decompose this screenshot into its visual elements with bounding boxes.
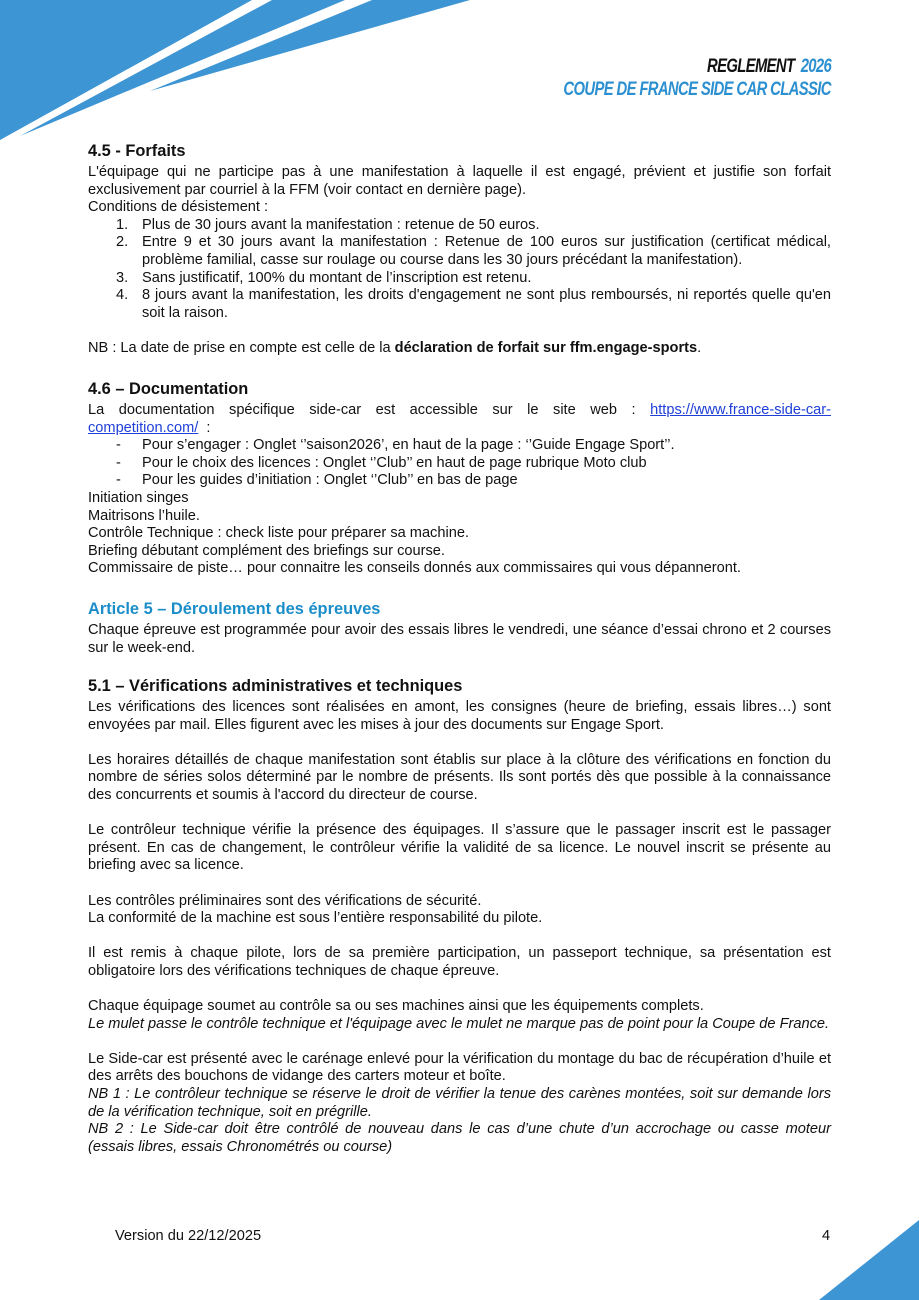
list-number: 1. [116,216,129,233]
nb-note [88,340,831,358]
italic-note [88,1016,831,1034]
article-heading: Article 5 – Déroulement des épreuves [88,600,381,618]
section-5-1 [88,676,831,1156]
section-heading: 5.1 – Vérifications administratives et techniques [88,677,463,695]
list-item [88,287,831,322]
forfait-intro-line-1: L'équipage qui ne participe pas à une manifestation à laquelle il est engagé, prévient et justifie son forfait [88,164,831,180]
section-heading: 4.5 - Forfaits [88,142,186,160]
list-text: Plus de 30 jours avant la manifestation : retenue de 50 euros. [142,216,540,233]
dash-bullet-icon: - [116,454,121,471]
text-line: Initiation singes [88,489,189,506]
text-line: Contrôle Technique : check liste pour préparer sa machine. [88,525,469,542]
nb-bold-text: déclaration de forfait sur ffm.engage-sports [394,339,698,356]
list-item [88,270,831,288]
article-text: Chaque épreuve est programmée pour avoir des essais libres le vendredi, une séance d’essai chrono et 2 courses sur le week-end. [88,622,831,656]
nb-text: NB : La date de prise en compte est celle de la [88,339,395,356]
text-line: Briefing débutant complément des briefings sur course. [88,542,445,559]
italic-text: NB 2 : Le Side-car doit être contrôlé de nouveau dans le cas d’une chute d’un accrochage ou casse moteur (essais libres, essais Chronométrés ou course) [88,1121,831,1155]
list-item [88,455,831,473]
list-item [88,234,831,269]
paragraph-line: Chaque équipage soumet au contrôle sa ou ses machines ainsi que les équipements complets. [88,998,704,1015]
intro-suffix: : [198,419,211,436]
paragraph: Les horaires détaillés de chaque manifestation sont établis sur place à la clôture des vérifications en fonction du nombre de séries solos déterminé par le nombre de présents. Ils sont portés dès que possible à la connaissance des concurrents et soumis à l'accord du directeur de course. [88,751,831,803]
section-4-6 [88,379,831,578]
list-text: 8 jours avant la manifestation, les droits d'engagement ne sont plus remboursés, ni reportés quelle qu'en soit la raison. [142,287,831,321]
list-text: Pour les guides d’initiation : Onglet ‘’Club’’ en bas de page [142,472,518,489]
list-text: Entre 9 et 30 jours avant la manifestation : Retenue de 100 euros sur justification (certificat médical, problème familial, casse sur roulage ou course dans les 30 jours précédant la manifestation). [142,234,831,268]
dash-bullet-icon: - [116,437,121,454]
paragraph-line: Les contrôles préliminaires sont des vérifications de sécurité. [88,892,482,909]
forfait-intro [88,164,831,199]
title-year: 2026 [800,56,831,77]
list-text: Pour le choix des licences : Onglet ‘’Club’’ en haut de page rubrique Moto club [142,454,647,471]
article-5 [88,599,831,657]
paragraph: Le Side-car est présenté avec le carénage enlevé pour la vérification du montage du bac de récupération d’huile et des arrêts des bouchons de vidange des carters moteur et boîte. [88,1050,831,1085]
italic-text: NB 1 : Le contrôleur technique se réserve le droit de vérifier la tenue des carènes montées, soit sur demande lors de la vérification technique, soit en prégrille. [88,1086,831,1120]
list-item [88,437,831,455]
nb2-note [88,1121,831,1156]
text-line: Maitrisons l’huile. [88,507,200,524]
version-label: Version du 22/12/2025 [115,1228,262,1244]
section-heading: 4.6 – Documentation [88,380,249,398]
list-text: Pour s’engager : Onglet ‘’saison2026’, en haut de la page : ‘’Guide Engage Sport’’. [142,437,675,454]
paragraph: Le contrôleur technique vérifie la présence des équipages. Il s’assure que le passager inscrit est le passager présent. En cas de changement, le contrôleur vérifie la validité de sa licence. Le nouvel inscrit se présente au briefing avec sa licence. [88,822,831,874]
paragraph: Les vérifications des licences sont réalisées en amont, les consignes (heure de briefing, essais libres…) sont envoyées par mail. Elles figurent avec les mises à jour des documents sur Engage Sport. [88,699,831,733]
list-item [88,217,831,235]
list-number: 4. [116,287,129,304]
header-stripes-decoration [0,0,480,145]
intro-text: La documentation spécifique side-car est accessible sur le site web : [88,402,651,418]
conditions-label: Conditions de désistement : [88,199,269,216]
list-number: 2. [116,234,129,251]
paragraph-line: La conformité de la machine est sous l’entière responsabilité du pilote. [88,910,543,927]
list-text: Sans justificatif, 100% du montant de l’inscription est retenu. [142,269,532,286]
nb-suffix: . [697,339,702,356]
footer-triangle-decoration [819,1220,919,1300]
title-prefix: REGLEMENT [706,56,795,77]
documentation-intro [88,402,831,437]
page-number: 4 [822,1228,831,1244]
document-title [707,56,831,78]
forfait-intro-line-2: exclusivement par courriel à la FFM (voir contact en dernière page). [88,181,526,198]
website-link[interactable]: https://www.france-side-car-competition.com/ [88,402,831,436]
document-subtitle: COUPE DE FRANCE SIDE CAR CLASSIC [563,79,831,100]
paragraph: Il est remis à chaque pilote, lors de sa première participation, un passeport technique, sa présentation est obligatoire lors des vérifications techniques de chaque épreuve. [88,945,831,979]
conditions-list [88,217,831,323]
list-item [88,472,831,490]
italic-text: Le mulet passe le contrôle technique et l'équipage avec le mulet ne marque pas de point pour la Coupe de France. [88,1015,830,1032]
text-line: Commissaire de piste… pour connaitre les conseils donnés aux commissaires qui vous dépanneront. [88,560,741,577]
section-4-5 [88,141,831,358]
list-number: 3. [116,269,129,286]
documentation-bullets [88,437,831,490]
nb1-note [88,1086,831,1121]
dash-bullet-icon: - [116,472,121,489]
